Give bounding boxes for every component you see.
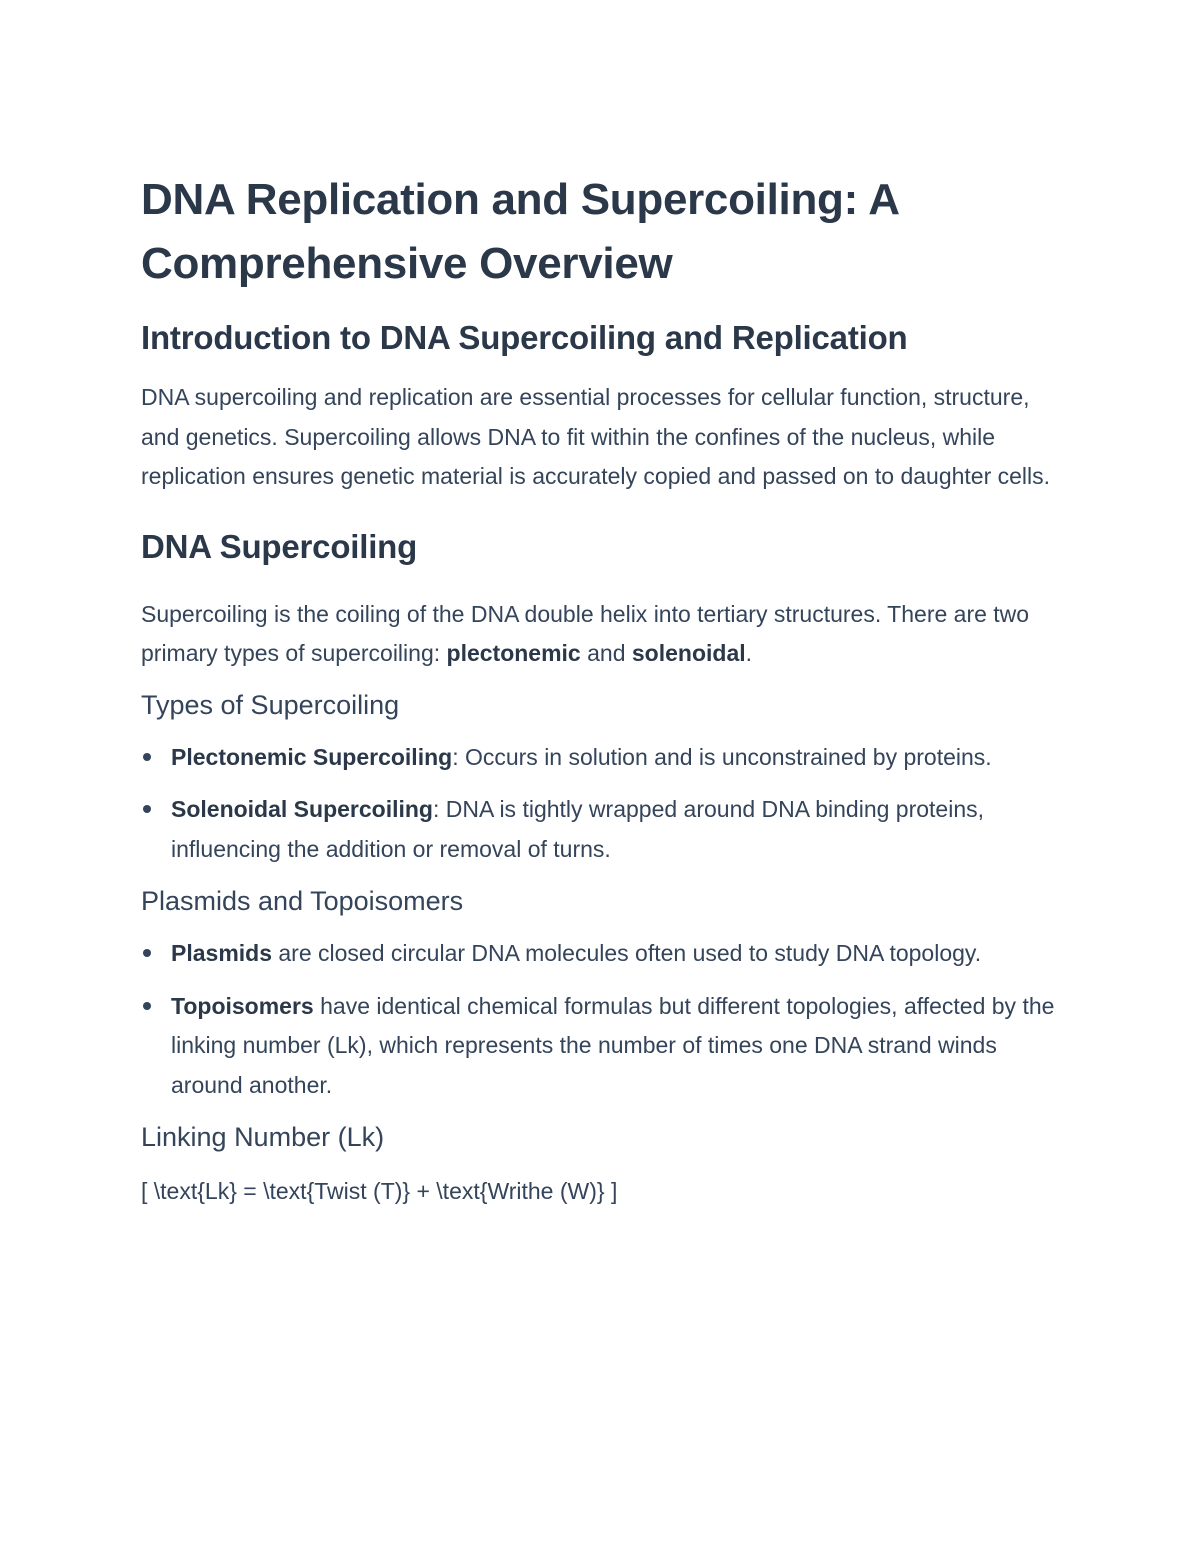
linking-number-heading: Linking Number (Lk) <box>141 1122 385 1152</box>
linking-number-formula: [ \text{Lk} = \text{Twist (T)} + \text{Writhe (W)} ] <box>141 1178 618 1204</box>
supercoiling-paragraph-and: and <box>580 640 632 666</box>
list-item-term: Topoisomers <box>171 992 314 1019</box>
bullet-icon <box>143 1002 151 1010</box>
list-item <box>141 934 1071 974</box>
types-list <box>141 738 1071 870</box>
supercoiling-paragraph-text: Supercoiling is the coiling of the DNA double helix into tertiary structures. There are two primary types of supercoiling: <box>141 600 1030 666</box>
list-item <box>141 738 1071 778</box>
supercoiling-paragraph <box>141 595 1071 674</box>
intro-paragraph: DNA supercoiling and replication are essential processes for cellular function, structure, and genetics. Supercoiling allows DNA to fit within the confines of the nucleus, while replication ensures genetic material is accurately copied and passed on to daughter cells. <box>141 384 1051 489</box>
list-item-term: Plasmids <box>171 940 272 966</box>
plasmids-heading: Plasmids and Topoisomers <box>141 886 464 916</box>
types-heading: Types of Supercoiling <box>141 689 400 720</box>
list-item-text: : DNA is tightly wrapped around DNA binding proteins, influencing the addition or removal of turns. <box>171 796 985 862</box>
list-item-term: Plectonemic Supercoiling <box>171 743 453 770</box>
list-item-text: : Occurs in solution and is unconstrained by proteins. <box>452 743 992 770</box>
list-item <box>141 987 1071 1106</box>
list-item-text: have identical chemical formulas but different topologies, affected by the linking number (Lk), which represents the number of times one DNA strand winds around another. <box>171 992 1055 1098</box>
document-page <box>141 168 1071 1212</box>
term-plectonemic: plectonemic <box>446 640 581 666</box>
bullet-icon <box>143 805 151 813</box>
bullet-icon <box>143 949 151 957</box>
supercoiling-paragraph-end: . <box>745 640 753 666</box>
supercoiling-heading: DNA Supercoiling <box>141 527 418 565</box>
term-solenoidal: solenoidal <box>631 640 746 666</box>
list-item-term: Solenoidal Supercoiling <box>171 796 433 822</box>
list-item <box>141 790 1071 869</box>
plasmids-list <box>141 934 1071 1105</box>
page-title: DNA Replication and Supercoiling: A Comprehensive Overview <box>141 175 899 288</box>
bullet-icon <box>143 753 151 761</box>
list-item-text: are closed circular DNA molecules often used to study DNA topology. <box>272 940 982 966</box>
intro-heading: Introduction to DNA Supercoiling and Replication <box>141 319 908 356</box>
